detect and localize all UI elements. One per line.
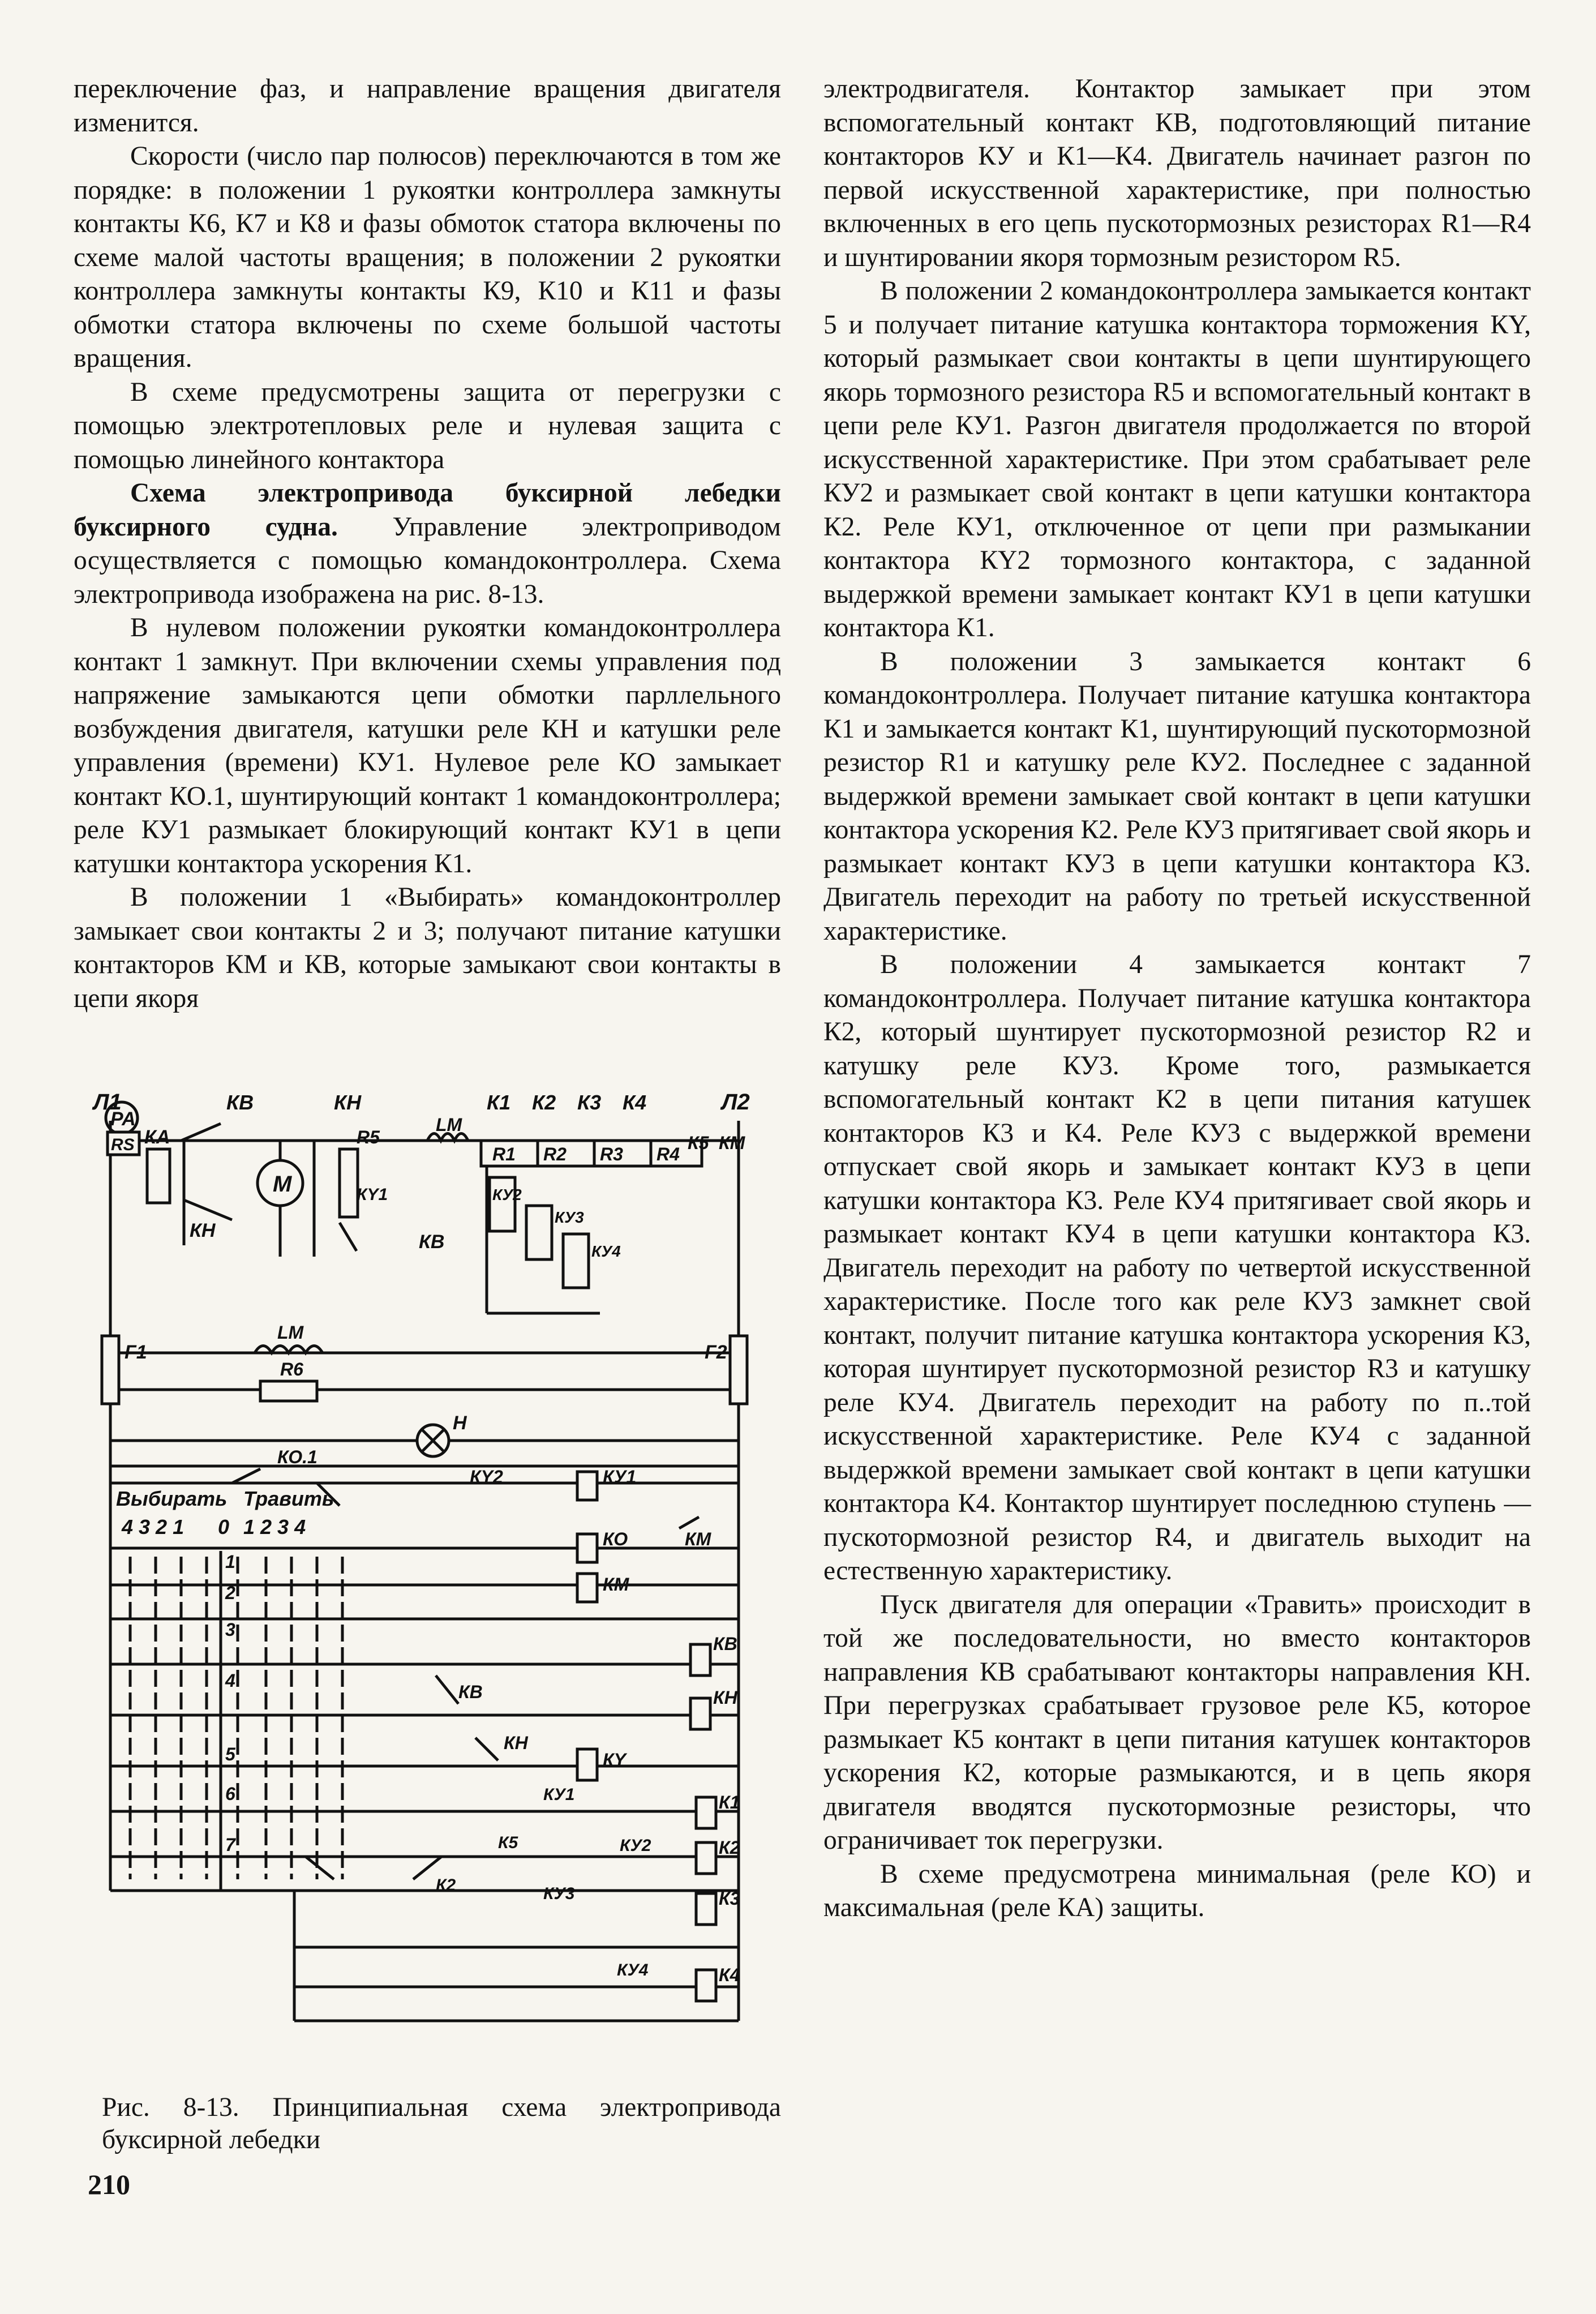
- label-k4: К4: [623, 1091, 647, 1114]
- label-ky2-contact: КУ2: [620, 1836, 651, 1855]
- paragraph: электродвигателя. Контактор замыкает при этом вспомогательный контакт КВ, подготовляющий питание контакторов КУ и К1—К4. Двигатель начинает разгон по первой искусственной характеристике, при полностью включенных в его цепь пускотормозных резисторах R1—R4 и шунтировании якоря тормозным резистором R5.: [823, 74, 1531, 272]
- label-rs: RS: [111, 1135, 135, 1154]
- label-r6: R6: [280, 1359, 303, 1379]
- label-r1: R1: [492, 1144, 516, 1164]
- label-km-contact: КМ: [685, 1529, 711, 1549]
- label-ky1-coil: КУ1: [603, 1467, 637, 1487]
- label-lm-top: LM: [436, 1115, 462, 1135]
- label-kt-coil: КΥ: [603, 1750, 627, 1770]
- label-k3-coil: К3: [719, 1888, 740, 1909]
- paragraph: В положении 1 «Выбирать» командоконтроллер замыкает свои контакты 2 и 3; получают питание катушки контакторов КМ и КВ, которые замыкают свои контакты в цепи якоря: [74, 882, 781, 1013]
- label-k4-coil: К4: [719, 1965, 740, 1985]
- label-row-6: 6: [225, 1784, 235, 1804]
- label-h: H: [453, 1412, 467, 1434]
- label-kt1: КΥ1: [357, 1185, 388, 1204]
- circuit-schematic: [91, 1087, 781, 2080]
- label-km-coil: КМ: [603, 1574, 629, 1595]
- label-k5: К5: [688, 1133, 709, 1153]
- right-text-column: [823, 72, 1531, 1925]
- label-pa: PA: [110, 1108, 136, 1130]
- label-kb-coil: КВ: [713, 1634, 737, 1654]
- label-vybirat: Выбирать: [116, 1487, 228, 1510]
- label-kb-contact: КВ: [458, 1682, 483, 1702]
- label-positions-right: 1 2 3 4: [243, 1515, 306, 1539]
- label-r5: R5: [357, 1127, 380, 1147]
- label-ky4-top: КУ4: [591, 1242, 621, 1260]
- label-k2-coil: К2: [719, 1837, 740, 1858]
- label-k1: К1: [487, 1091, 511, 1114]
- section-heading: Схема электропривода буксирной лебедки буксирного судна.: [74, 478, 781, 542]
- paragraph: В положении 3 замыкается контакт 6 командоконтроллера. Получает питание катушка контактора К1 и замыкается контакт К1, шунтирующий пускотормозной резистор R1 и катушку реле КУ2. Последнее с заданной выдержкой времени замыкает свой контакт в цепи катушки контактора ускорения К2. Реле КУ3 притягивает свой якорь и размыкает контакт КУ3 в цепи катушки контактора К3. Двигатель переходит на работу по третьей искусственной характеристике.: [823, 646, 1531, 946]
- label-f2: F2: [705, 1342, 727, 1363]
- label-motor: M: [273, 1172, 292, 1197]
- paragraph: В положении 4 замыкается контакт 7 командоконтроллера. Получает питание катушка контактора К2, который шунтирует пускотормозной резистор R2 и катушку реле КУ3. Кроме того, размыкается вспомогательный контакт К2 в цепи питания катушек контакторов К3 и К4. Реле КУ3 с выдержкой времени отпускает свой якорь и замыкает контакт КУ3 в цепи катушки контактора К3. Реле КУ4 притягивает свой якорь и размыкает контакт КУ4 в цепи катушки контактора К3. Двигатель переходит на работу по четвертой искусственной характеристике. После того как реле КУ3 замкнет свой контакт, получит питание катушка контактора ускорения К3, которая шунтирует пускотормозной резистор R3 и катушку реле КУ4. Двигатель переходит на работу по п..той искусственной характеристике. Реле КУ4 с заданной выдержкой времени замыкает свой контакт в цепи катушки контактора К4. Контактор шунтирует последнюю ступень — пускотормозной резистор R4, и двигатель выходит на естественную характеристику.: [823, 950, 1531, 1585]
- figure-caption: Рис. 8-13. Принципиальная схема электропривода буксирной лебедки: [102, 2093, 781, 2154]
- paragraph: В схеме предусмотрена минимальная (реле КО) и максимальная (реле КА) защиты.: [823, 1859, 1531, 1922]
- label-kt2: КΥ2: [470, 1467, 503, 1487]
- left-text-column: [74, 72, 781, 1015]
- label-k2: К2: [532, 1091, 556, 1114]
- label-k5-contact: К5: [498, 1833, 518, 1852]
- paragraph: В схеме предусмотрены защита от перегрузки с помощью электротепловых реле и нулевая защита с помощью линейного контактора: [74, 377, 781, 474]
- label-kn-mid: КН: [190, 1220, 216, 1241]
- label-r2: R2: [543, 1144, 567, 1164]
- label-ky3-contact: КУ3: [543, 1884, 575, 1903]
- label-row-4: 4: [225, 1670, 235, 1691]
- label-kb-top: КВ: [226, 1091, 254, 1114]
- label-row-3: 3: [225, 1619, 235, 1640]
- label-kb-mid: КВ: [419, 1231, 445, 1253]
- label-ka: КА: [144, 1126, 170, 1148]
- label-r3: R3: [600, 1144, 623, 1164]
- page-number: 210: [88, 2169, 130, 2200]
- label-l1: Л1: [93, 1090, 122, 1115]
- label-f1: F1: [125, 1342, 147, 1363]
- label-ky3-top: КУ3: [555, 1209, 584, 1226]
- label-row-7: 7: [225, 1835, 235, 1855]
- paragraph: Пуск двигателя для операции «Травить» происходит в той же последовательности, но вместо контакторов направления КВ срабатывают контакторы направления КН. При перегрузках срабатывает грузовое реле К5, которое размыкает К5 контакт в цепи питания катушек контакторов ускорения К2, которые размыкаются, и в цепь якоря двигателя вводятся пускотормозные резисторы, что ограничивает ток перегрузки.: [823, 1589, 1531, 1855]
- label-ky1-contact: КУ1: [543, 1785, 575, 1804]
- label-ko1: КО.1: [277, 1447, 318, 1467]
- paragraph: В нулевом положении рукоятки командоконтроллера контакт 1 замкнут. При включении схемы управления под напряжение замыкаются цепи обмотки парллельного возбуждения двигателя, катушки реле КН и катушки реле управления (времени) КУ1. Нулевое реле КО замыкает контакт КО.1, шунтирующий контакт 1 командоконтроллера; реле КУ1 размыкает блокирующий контакт КУ1 в цепи катушки контактора ускорения К1.: [74, 613, 781, 879]
- circuit-diagram: [91, 1087, 781, 2080]
- paragraph: Скорости (число пар полюсов) переключаются в том же порядке: в положении 1 рукоятки контроллера замкнуты контакты К6, К7 и К8 и фазы обмоток статора включены по схеме малой частоты вращения; в положении 2 рукоятки контроллера замкнуты контакты К9, К10 и К11 и фазы обмотки статора включены по схеме большой частоты вращения.: [74, 142, 781, 373]
- label-r4: R4: [657, 1144, 680, 1164]
- label-kn-coil: КН: [713, 1687, 737, 1708]
- label-km-top: КМ: [719, 1133, 745, 1153]
- label-position-zero: 0: [218, 1515, 230, 1539]
- label-k2-contact: К2: [436, 1876, 456, 1895]
- label-row-2: 2: [225, 1583, 235, 1603]
- label-kn-contact: КН: [504, 1733, 528, 1753]
- label-row-1: 1: [225, 1552, 235, 1572]
- label-row-5: 5: [225, 1744, 235, 1764]
- label-positions-left: 4 3 2 1: [122, 1515, 185, 1539]
- paragraph: переключение фаз, и направление вращения двигателя изменится.: [74, 74, 781, 138]
- label-kn-top: КН: [334, 1091, 362, 1114]
- section-heading-tail: Управление электроприводом осуществляется с помощью командоконтроллера. Схема электропривода изображена на рис. 8-13.: [74, 512, 781, 609]
- label-l2: Л2: [722, 1090, 750, 1115]
- label-k3: К3: [577, 1091, 602, 1114]
- paragraph: В положении 2 командоконтроллера замыкается контакт 5 и получает питание катушка контактора торможения КΥ, который размыкает свои контакты в цепи шунтирующего якорь тормозного резистора R5 и вспомогательный контакт в цепи реле КУ1. Разгон двигателя продолжается по второй искусственной характеристике. При этом срабатывает реле КУ2 и размыкает свой контакт в цепи катушки контактора К2. Реле КУ1, отключенное от цепи при размыкании контактора КΥ2 тормозного контактора, с заданной выдержкой времени замыкает контакт КУ1 в цепи катушки контактора К1.: [823, 276, 1531, 642]
- label-ko-coil: КО: [603, 1529, 628, 1549]
- label-ky2-top: КУ2: [492, 1186, 522, 1203]
- section-paragraph: [74, 477, 781, 611]
- label-k1-coil: К1: [719, 1792, 740, 1812]
- label-ky4-contact: КУ4: [617, 1961, 649, 1979]
- label-travit: Травить: [243, 1487, 334, 1510]
- label-lm-bot: LM: [277, 1322, 304, 1343]
